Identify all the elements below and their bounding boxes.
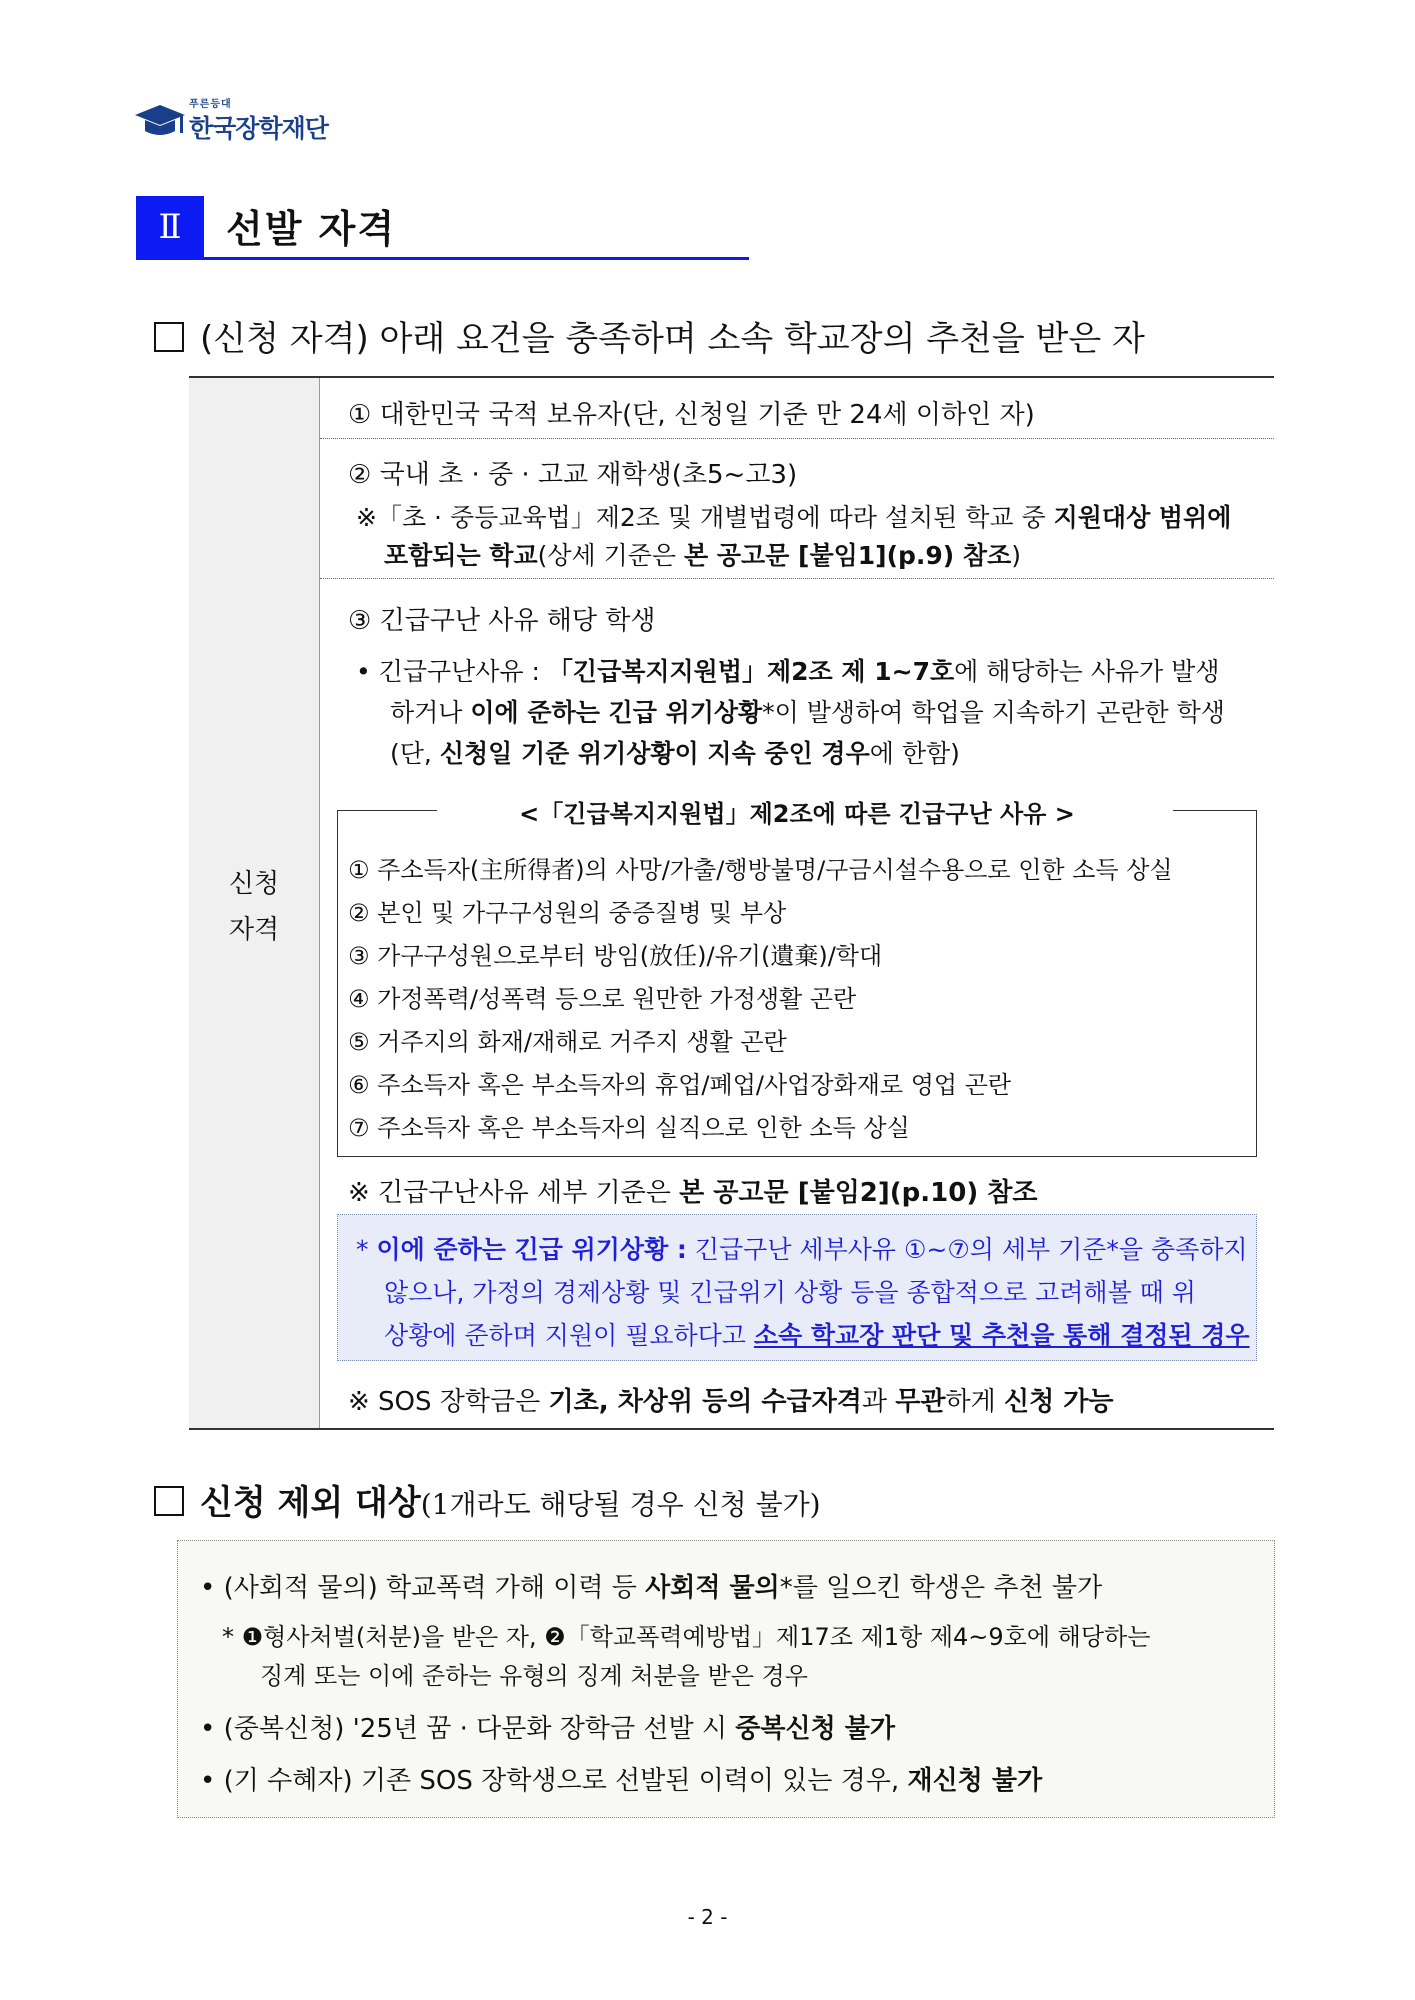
bullet-text: 에 한함) xyxy=(869,739,960,768)
item-enrollment-note-line2 xyxy=(384,536,1021,572)
list-item: ⑦ 주소득자 혹은 부소득자의 실직으로 인한 소득 상실 xyxy=(348,1114,910,1142)
exclusion-bullet-3 xyxy=(200,1760,1042,1797)
note-text: 과 xyxy=(861,1387,896,1417)
list-item: ③ 가구구성원으로부터 방임(放任)/유기(遺棄)/학대 xyxy=(348,942,883,970)
exclusion-bullet-1 xyxy=(200,1567,1102,1604)
section-number: Ⅱ xyxy=(136,196,204,258)
page-number: - 2 - xyxy=(687,1905,728,1929)
note-bold: 무관 xyxy=(895,1387,946,1417)
bullet-bold: 이에 준하는 긴급 위기상황 xyxy=(470,698,763,727)
exclusion-bullet-2 xyxy=(200,1708,895,1745)
note-text: * xyxy=(356,1235,377,1264)
bullet-text: (단, xyxy=(390,739,440,768)
criteria-note xyxy=(348,1172,1038,1209)
note-bold: 포함되는 학교 xyxy=(384,541,538,570)
checkbox-icon xyxy=(154,322,184,352)
exclusion-heading xyxy=(154,1475,821,1524)
bullet-text: • 긴급구난사유 : xyxy=(356,657,548,686)
note-text: 긴급구난 세부사유 ①~⑦의 세부 기준*을 충족하지 xyxy=(686,1235,1248,1264)
note-text: ) xyxy=(1011,541,1021,570)
bullet-text: • (사회적 물의) 학교폭력 가해 이력 등 xyxy=(200,1573,646,1603)
note-text: ※ SOS 장학금은 xyxy=(348,1387,549,1417)
list-item: ① 주소득자(主所得者)의 사망/가출/행방불명/구금시설수용으로 인한 소득 상실 xyxy=(348,856,1173,884)
eligibility-heading-text: (신청 자격) 아래 요건을 충족하며 소속 학교장의 추천을 받은 자 xyxy=(200,319,1145,359)
emergency-bullet-line3 xyxy=(390,734,960,770)
note-bold: 본 공고문 [붙임2](p.10) 참조 xyxy=(679,1178,1038,1208)
emergency-reasons-list xyxy=(348,850,1173,1151)
note-text: 하게 xyxy=(945,1387,1004,1417)
item-nationality: ① 대한민국 국적 보유자(단, 신청일 기준 만 24세 이하인 자) xyxy=(348,400,1035,430)
box-title-text: <「긴급복지지원법」제2조에 따른 긴급구난 사유 > xyxy=(511,800,1083,828)
checkbox-icon xyxy=(154,1486,184,1516)
bullet-bold: 신청일 기준 위기상황이 지속 중인 경우 xyxy=(439,739,870,768)
list-item: ② 본인 및 가구구성원의 중증질병 및 부상 xyxy=(348,899,787,927)
item-emergency: ③ 긴급구난 사유 해당 학생 xyxy=(348,606,656,636)
note-text: (상세 기준은 xyxy=(537,541,685,570)
list-item: ⑤ 거주지의 화재/재해로 거주지 생활 곤란 xyxy=(348,1028,787,1056)
table-label-cell xyxy=(189,378,320,1428)
item-enrollment: ② 국내 초 · 중 · 고교 재학생(초5~고3) xyxy=(348,460,798,490)
note-bold: 이에 준하는 긴급 위기상황 : xyxy=(376,1235,687,1264)
note-text: ※ 긴급구난사유 세부 기준은 xyxy=(348,1178,680,1208)
exclusion-note-line2: 징계 또는 이에 준하는 유형의 징계 처분을 받은 경우 xyxy=(260,1662,808,1690)
crisis-note-line2: 않으나, 가정의 경제상황 및 긴급위기 상황 등을 종합적으로 고려해볼 때 위 xyxy=(384,1278,1196,1307)
exclusion-note-line1: * ❶형사처벌(처분)을 받은 자, ❷「학교폭력예방법」제17조 제1항 제4~9호에 해당하는 xyxy=(222,1623,1151,1651)
section-underline xyxy=(136,257,749,260)
note-underline: 소속 학교장 판단 및 추천을 통해 결정된 경우 xyxy=(753,1321,1250,1350)
crisis-note-line1 xyxy=(356,1230,1248,1266)
logo-name: 한국장학재단 xyxy=(189,114,328,143)
row-divider xyxy=(320,438,1274,439)
note-bold: 본 공고문 [붙임1](p.9) 참조 xyxy=(684,541,1012,570)
table-label-line-2: 자격 xyxy=(228,915,280,945)
bullet-text: *이 발생하여 학업을 지속하기 곤란한 학생 xyxy=(762,698,1225,727)
bullet-bold: 재신청 불가 xyxy=(907,1766,1043,1796)
foundation-logo xyxy=(135,95,345,151)
bullet-text: 하거나 xyxy=(390,698,471,727)
table-label xyxy=(189,861,319,953)
list-item: ⑥ 주소득자 혹은 부소득자의 휴업/폐업/사업장화재로 영업 곤란 xyxy=(348,1071,1012,1099)
logo-small-text: 푸른등대 xyxy=(189,99,232,110)
bullet-text: • (중복신청) '25년 꿈 · 다문화 장학금 선발 시 xyxy=(200,1714,736,1744)
list-item: ④ 가정폭력/성폭력 등으로 원만한 가정생활 곤란 xyxy=(348,985,857,1013)
exclusion-heading-bold: 신청 제외 대상 xyxy=(200,1483,421,1523)
crisis-note-line3 xyxy=(384,1316,1250,1352)
note-text: 상황에 준하며 지원이 필요하다고 xyxy=(384,1321,754,1350)
table-label-line-1: 신청 xyxy=(228,869,280,899)
bullet-text: 에 해당하는 사유가 발생 xyxy=(954,657,1220,686)
sos-note xyxy=(348,1381,1114,1418)
item-enrollment-note-line1 xyxy=(356,498,1231,534)
emergency-bullet-line2 xyxy=(390,693,1225,729)
note-bold: 기초, 차상위 등의 수급자격 xyxy=(548,1387,862,1417)
row-divider xyxy=(320,578,1274,579)
graduation-cap-icon xyxy=(135,101,185,145)
exclusion-heading-rest: (1개라도 해당될 경우 신청 불가) xyxy=(420,1488,821,1521)
note-bold: 신청 가능 xyxy=(1003,1387,1114,1417)
emergency-bullet-line1 xyxy=(356,652,1219,688)
note-bold: 지원대상 범위에 xyxy=(1053,503,1232,532)
bullet-bold: 「긴급복지지원법」제2조 제 1~7호 xyxy=(547,657,955,686)
bullet-text: *를 일으킨 학생은 추천 불가 xyxy=(779,1573,1103,1603)
emergency-reasons-title xyxy=(337,794,1257,829)
section-title: 선발 자격 xyxy=(226,207,397,251)
eligibility-heading xyxy=(154,311,1145,360)
note-text: ※「초 · 중등교육법」제2조 및 개별법령에 따라 설치된 학교 중 xyxy=(356,503,1054,532)
bullet-bold: 사회적 물의 xyxy=(645,1573,780,1603)
bullet-text: • (기 수혜자) 기존 SOS 장학생으로 선발된 이력이 있는 경우, xyxy=(200,1766,908,1796)
bullet-bold: 중복신청 불가 xyxy=(735,1714,895,1744)
